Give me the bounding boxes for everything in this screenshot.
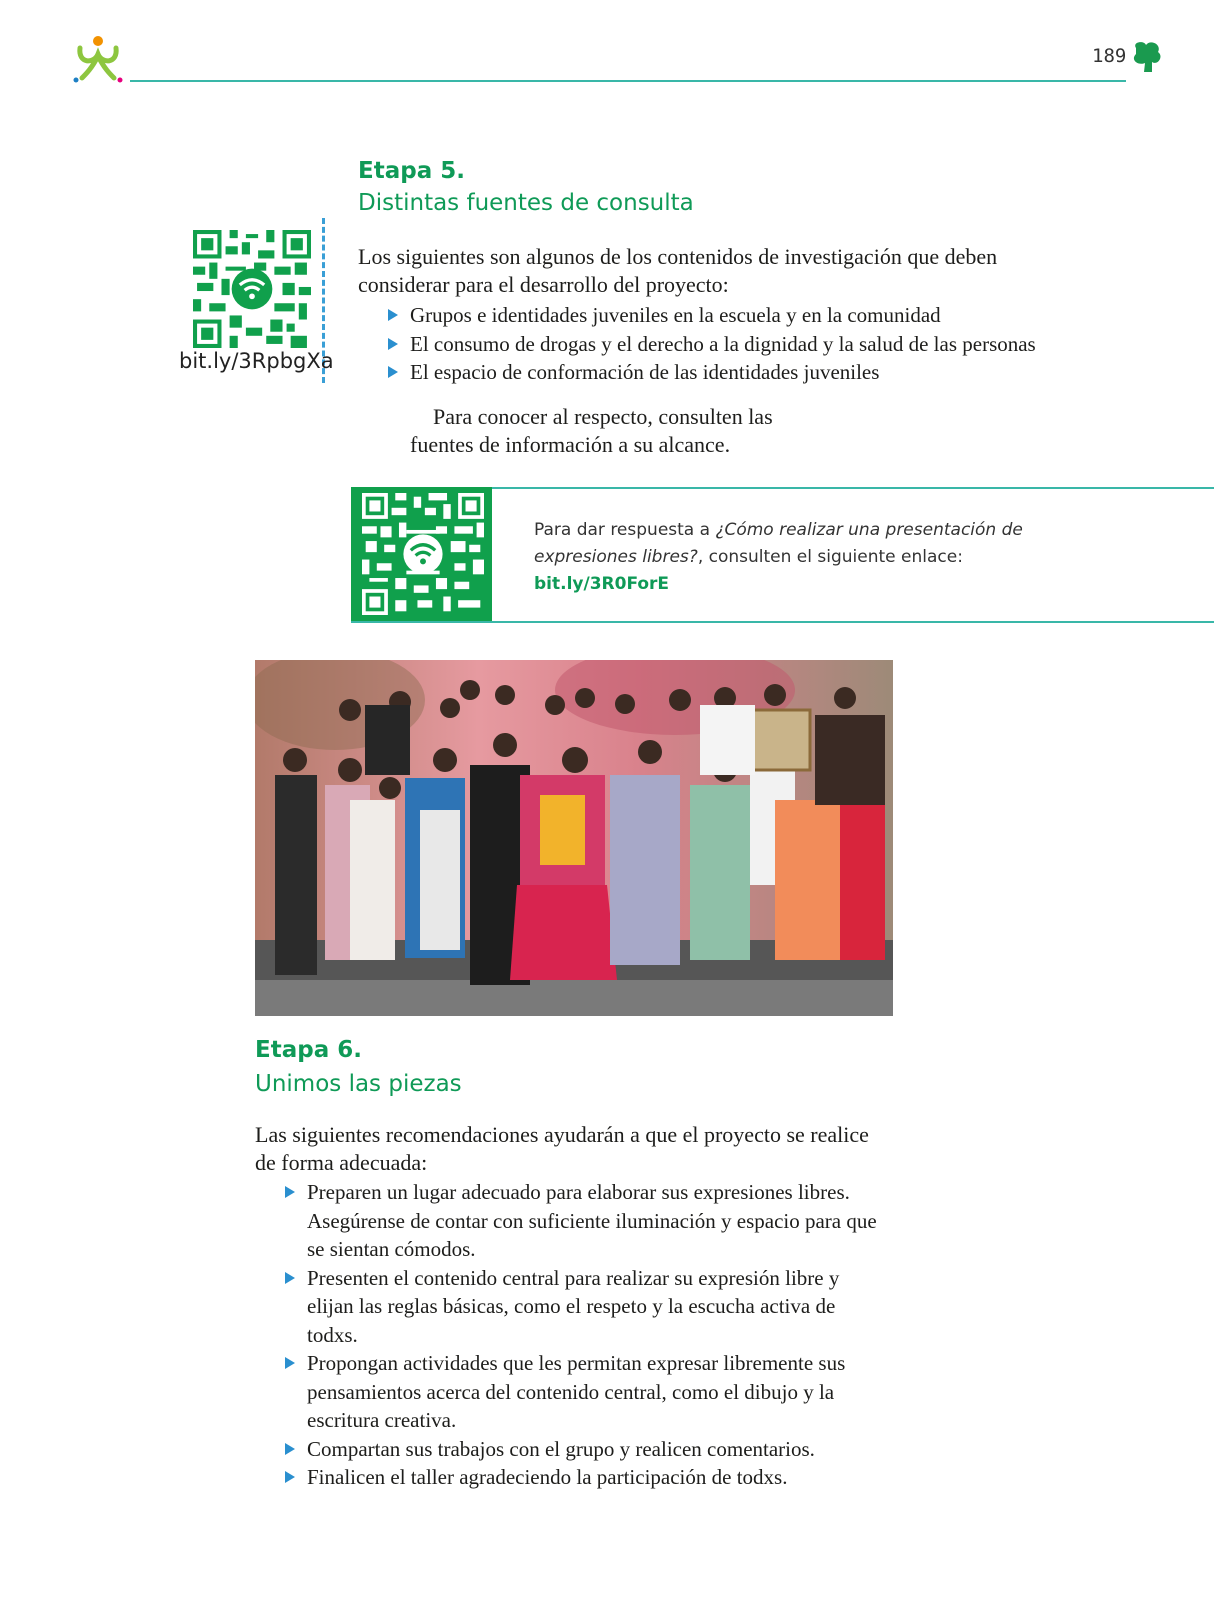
page-number: 189 [1092, 45, 1127, 67]
triangle-bullet-icon [388, 309, 398, 321]
etapa5-title: Distintas fuentes de consulta [358, 190, 694, 216]
group-photo [255, 660, 893, 1016]
triangle-bullet-icon [388, 338, 398, 350]
logo-icon [72, 34, 124, 84]
link-box-url[interactable]: bit.ly/3R0ForE [534, 574, 670, 594]
triangle-bullet-icon [285, 1186, 295, 1198]
etapa5-list [384, 301, 1084, 387]
wifi-icon [232, 269, 273, 310]
etapa6-title: Unimos las piezas [255, 1071, 462, 1097]
qr-panel [351, 487, 492, 623]
etapa5-label: Etapa 5. [358, 158, 465, 184]
qr-link-text[interactable]: bit.ly/3RpbgXa [179, 349, 334, 373]
list-item: El espacio de conformación de las identidades juveniles [384, 358, 1084, 387]
triangle-bullet-icon [285, 1471, 295, 1483]
link-box-question: ¿Cómo realizar una presentación de expresiones libres? [534, 520, 1023, 567]
list-item: Compartan sus trabajos con el grupo y realicen comentarios. [281, 1435, 891, 1464]
etapa5-intro: Los siguientes son algunos de los contenidos de investigación que deben considerar para el desarrollo del proyecto: [358, 244, 998, 297]
etapa6-intro: Las siguientes recomendaciones ayudarán a que el proyecto se realice de forma adecuada: [255, 1122, 869, 1175]
etapa6-list [281, 1178, 891, 1492]
qr-code[interactable] [193, 230, 311, 348]
list-item: Preparen un lugar adecuado para elaborar sus expresiones libres. Asegúrense de contar con suficiente iluminación y espacio para que se sientan cómodos. [281, 1178, 891, 1264]
link-box-text: Para dar respuesta a ¿Cómo realizar una presentación de expresiones libres?, consulten el siguiente enlace: bit.ly/3R0ForE [534, 520, 1023, 594]
triangle-bullet-icon [285, 1357, 295, 1369]
list-item: El consumo de drogas y el derecho a la dignidad y la salud de las personas [384, 330, 1084, 359]
tree-icon [1130, 40, 1164, 74]
list-item: Finalicen el taller agradeciendo la participación de todxs. [281, 1463, 891, 1492]
qr-code[interactable] [362, 493, 484, 615]
list-item: Propongan actividades que les permitan expresar libremente sus pensamientos acerca del contenido central, como el dibujo y la escritura creativa. [281, 1349, 891, 1435]
list-item: Grupos e identidades juveniles en la escuela y en la comunidad [384, 301, 1084, 330]
triangle-bullet-icon [285, 1272, 295, 1284]
header-rule [130, 80, 1126, 82]
link-box [351, 487, 1214, 623]
triangle-bullet-icon [388, 366, 398, 378]
link-box-bottom-rule [351, 621, 1214, 623]
triangle-bullet-icon [285, 1443, 295, 1455]
etapa5-closing: Para conocer al respecto, consulten las fuentes de información a su alcance. [410, 404, 773, 457]
list-item: Presenten el contenido central para realizar su expresión libre y elijan las reglas básicas, como el respeto y la escucha activa de todxs. [281, 1264, 891, 1350]
etapa6-label: Etapa 6. [255, 1037, 362, 1063]
header [0, 0, 1214, 100]
